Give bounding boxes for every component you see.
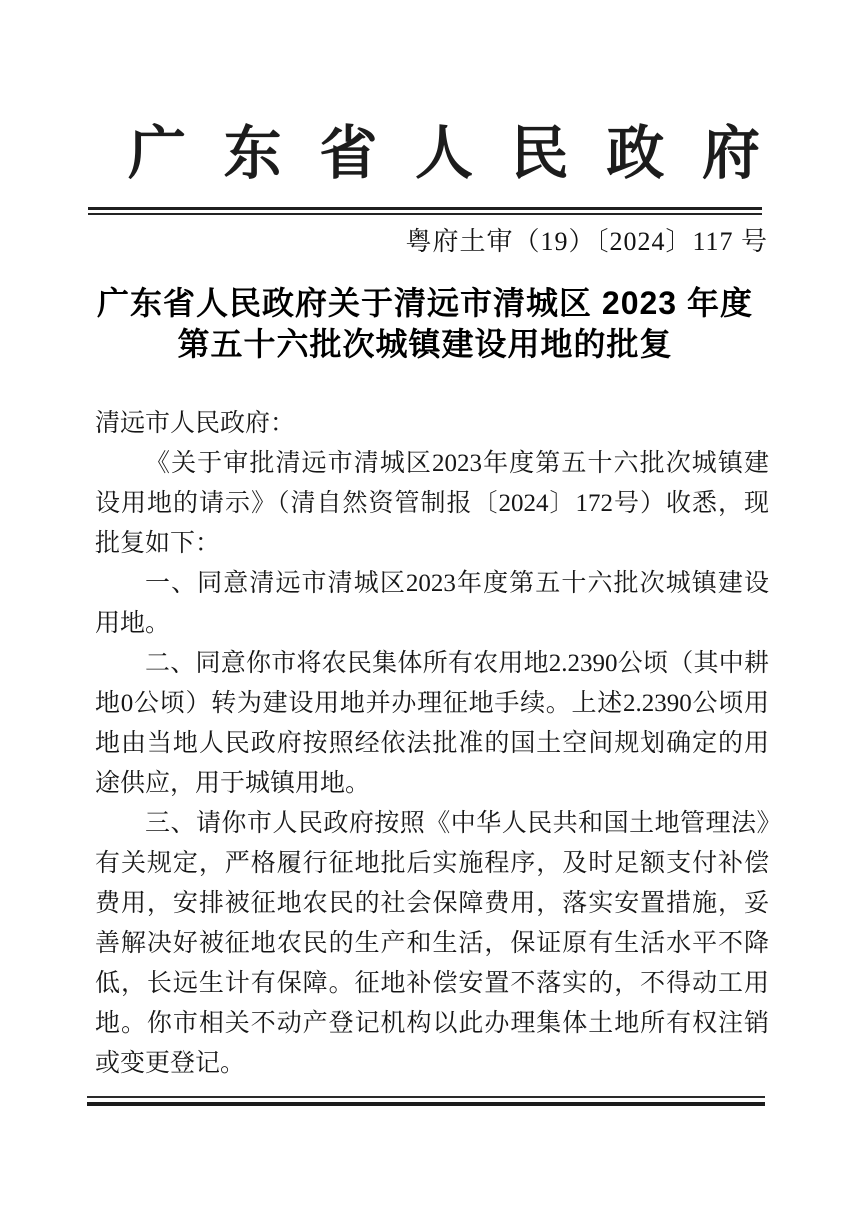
header-rule-bottom xyxy=(88,213,762,215)
document-body xyxy=(95,404,769,1084)
footer-rule-bottom xyxy=(87,1102,765,1106)
issuing-agency-masthead: 广东省人民政府 xyxy=(128,121,760,186)
document-title xyxy=(0,283,850,365)
salutation: 清远市人民政府： xyxy=(95,410,296,437)
paragraph-item-1: 一、同意清远市清城区2023年度第五十六批次城镇建设用地。 xyxy=(95,570,769,637)
document-title-line2: 第五十六批次城镇建设用地的批复 xyxy=(177,326,673,362)
document-reference-number: 粤府土审（19）〔2024〕117 号 xyxy=(405,227,768,256)
footer-double-rule xyxy=(87,1096,765,1106)
header-double-rule xyxy=(88,207,762,215)
paragraph-item-3: 三、请你市人民政府按照《中华人民共和国土地管理法》有关规定，严格履行征地批后实施程序，及时足额支付补偿费用，安排被征地农民的社会保障费用，落实安置措施，妥善解决好被征地农民的生产和生活，保证原有生活水平不降低，长远生计有保障。征地补偿安置不落实的，不得动工用地。你市相关不动产登记机构以此办理集体土地所有权注销或变更登记。 xyxy=(95,810,769,1077)
paragraph-item-2: 二、同意你市将农民集体所有农用地2.2390公顷（其中耕地0公顷）转为建设用地并办理征地手续。上述2.2390公顷用地由当地人民政府按照经依法批准的国土空间规划确定的用途供应，用于城镇用地。 xyxy=(95,650,769,797)
document-title-line1: 广东省人民政府关于清远市清城区 2023 年度 xyxy=(97,285,753,321)
footer-rule-top xyxy=(87,1096,765,1098)
paragraph-intro: 《关于审批清远市清城区2023年度第五十六批次城镇建设用地的请示》（清自然资管制报〔2024〕172号）收悉，现批复如下： xyxy=(95,450,769,557)
header-rule-top xyxy=(88,207,762,210)
